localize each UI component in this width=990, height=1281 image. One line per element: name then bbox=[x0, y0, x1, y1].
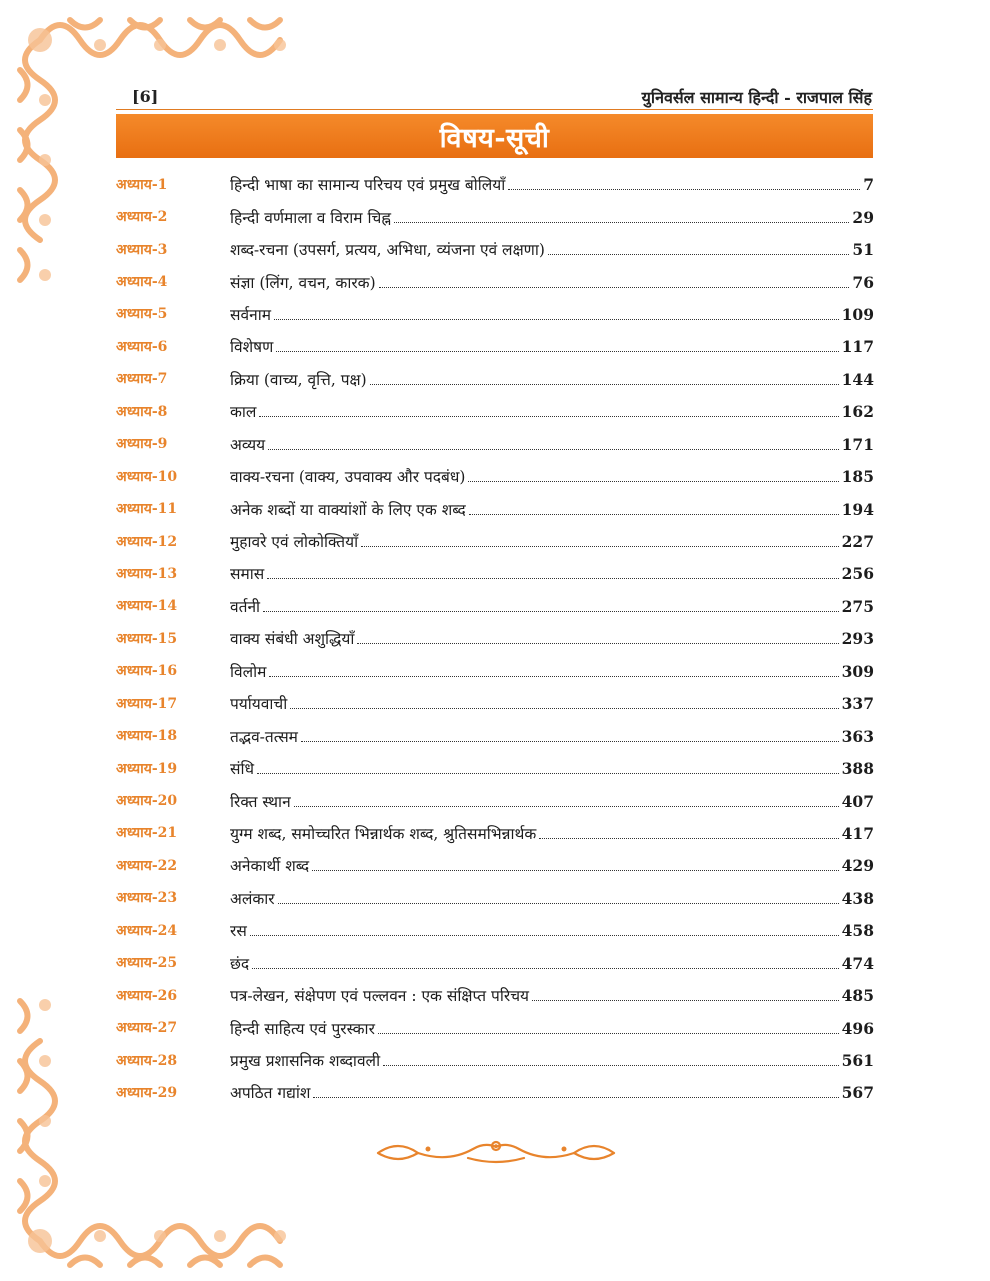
dot-leader bbox=[259, 416, 838, 417]
toc-entry bbox=[230, 498, 874, 520]
chapter-label: अध्याय-1 bbox=[116, 176, 168, 193]
toc-entry bbox=[230, 887, 874, 909]
chapter-title: संज्ञा (लिंग, वचन, कारक) bbox=[230, 273, 376, 292]
page-ref: 567 bbox=[841, 1083, 874, 1103]
dot-leader bbox=[276, 351, 838, 352]
chapter-title: मुहावरे एवं लोकोक्तियाँ bbox=[230, 533, 359, 552]
page-ref: 363 bbox=[841, 726, 874, 746]
chapter-title: वर्तनी bbox=[230, 597, 261, 616]
chapter-title: संधि bbox=[230, 760, 255, 779]
page-number: [6] bbox=[132, 87, 159, 106]
toc-entry bbox=[230, 952, 874, 974]
chapter-label: अध्याय-9 bbox=[116, 436, 168, 453]
dot-leader bbox=[383, 1065, 839, 1066]
page-ref: 438 bbox=[841, 888, 874, 908]
chapter-label: अध्याय-13 bbox=[116, 565, 178, 582]
chapter-label: अध्याय-18 bbox=[116, 728, 178, 745]
chapter-label: अध्याय-10 bbox=[116, 468, 178, 485]
toc-row bbox=[116, 168, 874, 200]
chapter-title: वाक्य संबंधी अशुद्धियाँ bbox=[230, 630, 355, 649]
toc-row bbox=[116, 395, 874, 427]
chapter-label: अध्याय-28 bbox=[116, 1052, 178, 1069]
toc-entry bbox=[230, 173, 874, 195]
chapter-label: अध्याय-14 bbox=[116, 598, 178, 615]
toc-entry bbox=[230, 595, 874, 617]
toc-row bbox=[116, 557, 874, 589]
chapter-label: अध्याय-16 bbox=[116, 663, 178, 680]
toc-entry bbox=[230, 1017, 874, 1039]
page-ref: 485 bbox=[841, 986, 874, 1006]
chapter-label: अध्याय-23 bbox=[116, 890, 178, 907]
chapter-label: अध्याय-15 bbox=[116, 630, 178, 647]
dot-leader bbox=[378, 1033, 839, 1034]
page-ref: 275 bbox=[841, 596, 874, 616]
toc-row bbox=[116, 849, 874, 881]
page-ref: 417 bbox=[841, 823, 874, 843]
page-ref: 337 bbox=[841, 694, 874, 714]
toc-entry bbox=[230, 433, 874, 455]
dot-leader bbox=[250, 935, 839, 936]
page-ref: 7 bbox=[863, 175, 874, 195]
chapter-label: अध्याय-8 bbox=[116, 403, 168, 420]
toc-entry bbox=[230, 368, 874, 390]
toc-row bbox=[116, 1076, 874, 1108]
toc-row bbox=[116, 914, 874, 946]
dot-leader bbox=[313, 1097, 838, 1098]
chapter-label: अध्याय-6 bbox=[116, 338, 168, 355]
toc-row bbox=[116, 200, 874, 232]
chapter-label: अध्याय-2 bbox=[116, 209, 168, 226]
toc-row bbox=[116, 460, 874, 492]
chapter-label: अध्याय-22 bbox=[116, 857, 178, 874]
dot-leader bbox=[370, 384, 839, 385]
toc-entry bbox=[230, 660, 874, 682]
chapter-title: प्रमुख प्रशासनिक शब्दावली bbox=[230, 1052, 381, 1071]
chapter-label: अध्याय-26 bbox=[116, 987, 178, 1004]
page-ref: 51 bbox=[852, 240, 874, 260]
toc-entry bbox=[230, 822, 874, 844]
toc-entry bbox=[230, 725, 874, 747]
toc-row bbox=[116, 622, 874, 654]
page-title: विषय-सूची bbox=[439, 122, 550, 154]
dot-leader bbox=[469, 514, 839, 515]
chapter-title: अलंकार bbox=[230, 889, 275, 908]
table-of-contents bbox=[116, 168, 874, 1109]
toc-row bbox=[116, 687, 874, 719]
toc-row bbox=[116, 330, 874, 362]
dot-leader bbox=[257, 773, 839, 774]
toc-row bbox=[116, 752, 874, 784]
dot-leader bbox=[294, 806, 839, 807]
chapter-title: विलोम bbox=[230, 662, 267, 681]
page-ref: 293 bbox=[841, 629, 874, 649]
chapter-title: रस bbox=[230, 922, 247, 941]
chapter-title: हिन्दी साहित्य एवं पुरस्कार bbox=[230, 1019, 375, 1038]
dot-leader bbox=[263, 611, 839, 612]
toc-row bbox=[116, 817, 874, 849]
dot-leader bbox=[357, 643, 838, 644]
chapter-title: अनेकार्थी शब्द bbox=[230, 857, 310, 876]
chapter-label: अध्याय-4 bbox=[116, 274, 168, 291]
toc-entry bbox=[230, 465, 874, 487]
dot-leader bbox=[508, 189, 860, 190]
page-ref: 309 bbox=[841, 661, 874, 681]
toc-row bbox=[116, 428, 874, 460]
chapter-label: अध्याय-27 bbox=[116, 1020, 178, 1037]
page-ref: 458 bbox=[841, 921, 874, 941]
dot-leader bbox=[379, 287, 850, 288]
toc-row bbox=[116, 719, 874, 751]
toc-row bbox=[116, 1011, 874, 1043]
toc-entry bbox=[230, 757, 874, 779]
dot-leader bbox=[394, 222, 849, 223]
chapter-title: अपठित गद्यांश bbox=[230, 1084, 311, 1103]
chapter-label: अध्याय-21 bbox=[116, 825, 178, 842]
toc-entry bbox=[230, 1081, 874, 1103]
toc-entry bbox=[230, 919, 874, 941]
chapter-label: अध्याय-17 bbox=[116, 695, 178, 712]
toc-row bbox=[116, 947, 874, 979]
dot-leader bbox=[252, 968, 839, 969]
dot-leader bbox=[312, 870, 838, 871]
toc-entry bbox=[230, 400, 874, 422]
page-ref: 388 bbox=[841, 759, 874, 779]
page-ref: 76 bbox=[852, 272, 874, 292]
page-ref: 194 bbox=[841, 499, 874, 519]
chapter-title: हिन्दी भाषा का सामान्य परिचय एवं प्रमुख बोलियाँ bbox=[230, 176, 506, 195]
chapter-label: अध्याय-11 bbox=[116, 501, 178, 518]
chapter-title: वाक्य-रचना (वाक्य, उपवाक्य और पदबंध) bbox=[230, 468, 466, 487]
dot-leader bbox=[548, 254, 849, 255]
chapter-title: युग्म शब्द, समोच्चरित भिन्नार्थक शब्द, श्रुतिसमभिन्नार्थक bbox=[230, 824, 537, 843]
dot-leader bbox=[290, 708, 838, 709]
toc-entry bbox=[230, 303, 874, 325]
page-ref: 185 bbox=[841, 467, 874, 487]
dot-leader bbox=[274, 319, 839, 320]
chapter-title: सर्वनाम bbox=[230, 305, 271, 324]
chapter-label: अध्याय-25 bbox=[116, 955, 178, 972]
chapter-title: विशेषण bbox=[230, 338, 274, 357]
chapter-label: अध्याय-20 bbox=[116, 793, 178, 810]
toc-row bbox=[116, 1044, 874, 1076]
chapter-title: छंद bbox=[230, 954, 250, 973]
page-ref: 256 bbox=[841, 564, 874, 584]
dot-leader bbox=[269, 676, 838, 677]
chapter-label: अध्याय-24 bbox=[116, 922, 178, 939]
chapter-title: पर्यायवाची bbox=[230, 695, 288, 714]
page-ref: 109 bbox=[841, 304, 874, 324]
page-ref: 144 bbox=[841, 369, 874, 389]
toc-row bbox=[116, 590, 874, 622]
dot-leader bbox=[539, 838, 838, 839]
chapter-label: अध्याय-19 bbox=[116, 760, 178, 777]
chapter-title: हिन्दी वर्णमाला व विराम चिह्न bbox=[230, 208, 391, 227]
toc-entry bbox=[230, 206, 874, 228]
chapter-title: अव्यय bbox=[230, 435, 266, 454]
toc-row bbox=[116, 979, 874, 1011]
page-ref: 429 bbox=[841, 856, 874, 876]
page-ref: 496 bbox=[841, 1018, 874, 1038]
toc-entry bbox=[230, 790, 874, 812]
dot-leader bbox=[532, 1000, 839, 1001]
toc-row bbox=[116, 298, 874, 330]
toc-row bbox=[116, 363, 874, 395]
toc-banner bbox=[116, 114, 873, 158]
toc-row bbox=[116, 525, 874, 557]
chapter-title: समास bbox=[230, 565, 265, 584]
page-ref: 474 bbox=[841, 953, 874, 973]
chapter-label: अध्याय-12 bbox=[116, 533, 178, 550]
dot-leader bbox=[268, 449, 839, 450]
header-rule bbox=[116, 109, 873, 110]
toc-entry bbox=[230, 562, 874, 584]
toc-row bbox=[116, 492, 874, 524]
toc-entry bbox=[230, 692, 874, 714]
decorative-divider-icon bbox=[368, 1136, 624, 1170]
dot-leader bbox=[361, 546, 839, 547]
chapter-title: तद्भव-तत्सम bbox=[230, 727, 298, 746]
toc-entry bbox=[230, 335, 874, 357]
running-title: युनिवर्सल सामान्य हिन्दी - राजपाल सिंह bbox=[641, 88, 872, 107]
page-ref: 29 bbox=[852, 207, 874, 227]
page-ref: 227 bbox=[841, 532, 874, 552]
toc-row bbox=[116, 233, 874, 265]
toc-entry bbox=[230, 1049, 874, 1071]
dot-leader bbox=[278, 903, 839, 904]
chapter-title: पत्र-लेखन, संक्षेपण एवं पल्लवन : एक संक्षिप्त परिचय bbox=[230, 987, 530, 1006]
toc-entry bbox=[230, 238, 874, 260]
toc-entry bbox=[230, 530, 874, 552]
chapter-title: क्रिया (वाच्य, वृत्ति, पक्ष) bbox=[230, 370, 367, 389]
chapter-title: अनेक शब्दों या वाक्यांशों के लिए एक शब्द bbox=[230, 500, 466, 519]
page-ref: 171 bbox=[841, 434, 874, 454]
page-ref: 117 bbox=[841, 337, 874, 357]
toc-row bbox=[116, 882, 874, 914]
toc-entry bbox=[230, 271, 874, 293]
chapter-title: काल bbox=[230, 403, 257, 422]
chapter-title: रिक्त स्थान bbox=[230, 792, 291, 811]
page-ref: 407 bbox=[841, 791, 874, 811]
dot-leader bbox=[301, 741, 839, 742]
page-ref: 162 bbox=[841, 402, 874, 422]
toc-row bbox=[116, 655, 874, 687]
dot-leader bbox=[468, 481, 838, 482]
chapter-label: अध्याय-3 bbox=[116, 241, 168, 258]
toc-row bbox=[116, 784, 874, 816]
dot-leader bbox=[267, 578, 838, 579]
toc-row bbox=[116, 265, 874, 297]
chapter-label: अध्याय-29 bbox=[116, 1084, 178, 1101]
toc-entry bbox=[230, 984, 874, 1006]
chapter-title: शब्द-रचना (उपसर्ग, प्रत्यय, अभिधा, व्यंजना एवं लक्षणा) bbox=[230, 241, 545, 260]
toc-entry bbox=[230, 854, 874, 876]
chapter-label: अध्याय-7 bbox=[116, 371, 168, 388]
toc-entry bbox=[230, 627, 874, 649]
chapter-label: अध्याय-5 bbox=[116, 306, 168, 323]
page-ref: 561 bbox=[841, 1051, 874, 1071]
